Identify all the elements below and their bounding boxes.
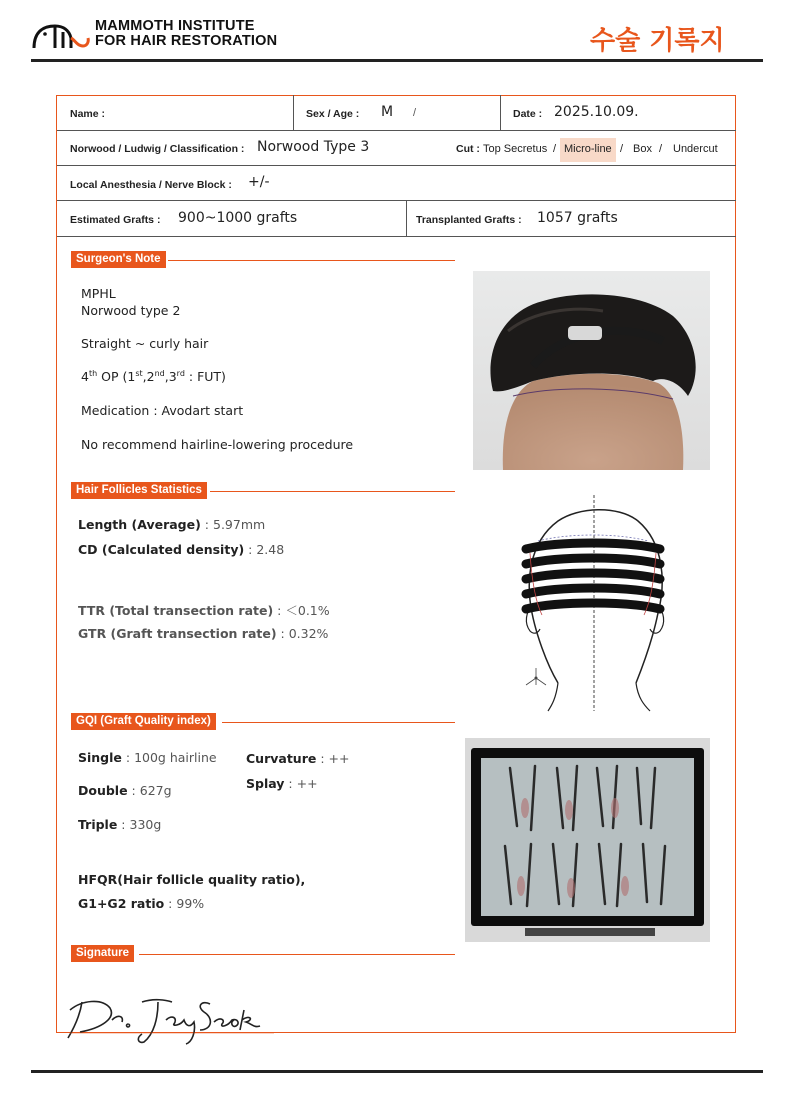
triple-value: : 330g (117, 817, 162, 832)
name-label: Name : (70, 108, 106, 120)
curvature-value: : ++ (316, 751, 350, 766)
note-line-5: Medication : Avodart start (81, 403, 244, 418)
op-end: : FUT) (184, 369, 226, 385)
surgeon-note-heading: Surgeon's Note (71, 251, 166, 268)
row-line-1 (57, 130, 736, 131)
gqi-heading: GQI (Graft Quality index) (71, 713, 216, 730)
splay-value: : ++ (284, 776, 318, 791)
transplanted-grafts-value[interactable]: 1057 grafts (537, 210, 618, 226)
length-value: : 5.97mm (200, 517, 266, 532)
g1g2-value: : 99% (164, 896, 205, 911)
graft-monitor-photo (465, 738, 710, 942)
signature-rule (139, 954, 455, 955)
cut-separator-1: / (553, 143, 557, 155)
gtr-label: GTR (Graft transection rate) (78, 626, 277, 641)
estimated-grafts-value[interactable]: 900~1000 grafts (178, 210, 298, 226)
surgeon-note-rule (168, 260, 455, 261)
splay-label: Splay (246, 776, 285, 791)
op-sup-4: rd (176, 369, 185, 378)
anesthesia-value[interactable]: +/- (248, 174, 270, 190)
hfqr-label: HFQR(Hair follicle quality ratio), (78, 872, 306, 887)
ttr-stat (78, 601, 330, 619)
note-line-3: Straight ~ curly hair (81, 336, 209, 351)
op-number: 4 (81, 369, 89, 385)
col-line-2 (500, 95, 501, 130)
ttr-value: : ＜0.1% (273, 603, 330, 618)
logo-text (95, 19, 277, 49)
g1g2-stat (78, 896, 204, 911)
signature-image (62, 990, 277, 1045)
estimated-grafts-label: Estimated Grafts : (70, 214, 161, 226)
note-line-4 (81, 369, 226, 384)
gtr-value: : 0.32% (276, 626, 329, 641)
curvature-label: Curvature (246, 751, 317, 766)
sex-age-label: Sex / Age : (306, 108, 360, 120)
gtr-stat (78, 626, 328, 641)
row-line-2 (57, 165, 736, 166)
ttr-label: TTR (Total transection rate) (78, 603, 274, 618)
triple-stat (78, 817, 161, 832)
sex-age-separator: / (413, 107, 417, 119)
op-mid: OP (1 (97, 369, 136, 385)
cut-option-undercut[interactable]: Undercut (673, 143, 718, 155)
single-label: Single (78, 750, 122, 765)
g1g2-label: G1+G2 ratio (78, 896, 165, 911)
sex-value[interactable]: M (381, 104, 394, 120)
signature-heading: Signature (71, 945, 134, 962)
classification-value[interactable]: Norwood Type 3 (257, 139, 370, 155)
op-sup-1: th (88, 369, 98, 378)
follicle-stats-heading: Hair Follicles Statistics (71, 482, 207, 499)
cd-label: CD (Calculated density) (78, 542, 245, 557)
date-value[interactable]: 2025.10.09. (554, 104, 639, 120)
triple-label: Triple (78, 817, 118, 832)
cut-option-box[interactable]: Box (633, 143, 652, 155)
double-label: Double (78, 783, 128, 798)
op-c1: ,2 (142, 369, 155, 385)
op-c2: ,3 (164, 369, 177, 385)
page-title: 수술 기록지 (590, 26, 725, 56)
footer-divider (31, 1070, 763, 1073)
cut-separator-2: / (620, 143, 624, 155)
row-line-4 (57, 236, 736, 237)
length-stat (78, 517, 265, 532)
follicle-stats-rule (210, 491, 455, 492)
cd-value: : 2.48 (244, 542, 285, 557)
hfqr-stat (78, 872, 305, 887)
note-line-1: MPHL (81, 286, 116, 301)
single-stat (78, 750, 217, 765)
logo-line1: MAMMOTH INSTITUTE (95, 18, 255, 34)
classification-label: Norwood / Ludwig / Classification : (70, 143, 245, 155)
cd-stat (78, 542, 284, 557)
splay-stat (246, 776, 318, 791)
transplanted-grafts-label: Transplanted Grafts : (416, 214, 522, 226)
header-divider (31, 59, 763, 62)
col-line-3 (406, 200, 407, 236)
forehead-photo (473, 271, 710, 470)
logo-line2: FOR HAIR RESTORATION (95, 33, 278, 49)
head-diagram (518, 493, 670, 713)
anesthesia-label: Local Anesthesia / Nerve Block : (70, 179, 232, 191)
op-sup-3: nd (154, 369, 165, 378)
double-value: : 627g (127, 783, 172, 798)
cut-separator-3: / (659, 143, 663, 155)
cut-option-micro-line[interactable]: Micro-line (564, 143, 612, 155)
note-line-6: No recommend hairline-lowering procedure (81, 437, 354, 452)
length-label: Length (Average) (78, 517, 201, 532)
cut-option-top-secretus[interactable]: Top Secretus (483, 143, 548, 155)
date-label: Date : (513, 108, 543, 120)
col-line-1 (293, 95, 294, 130)
curvature-stat (246, 751, 349, 766)
op-sup-2: st (135, 369, 143, 378)
double-stat (78, 783, 172, 798)
single-value: : 100g hairline (121, 750, 217, 765)
note-line-2: Norwood type 2 (81, 303, 181, 318)
cut-label: Cut : (456, 143, 480, 155)
mammoth-logo-icon (31, 18, 91, 50)
gqi-rule (222, 722, 455, 723)
row-line-3 (57, 200, 736, 201)
